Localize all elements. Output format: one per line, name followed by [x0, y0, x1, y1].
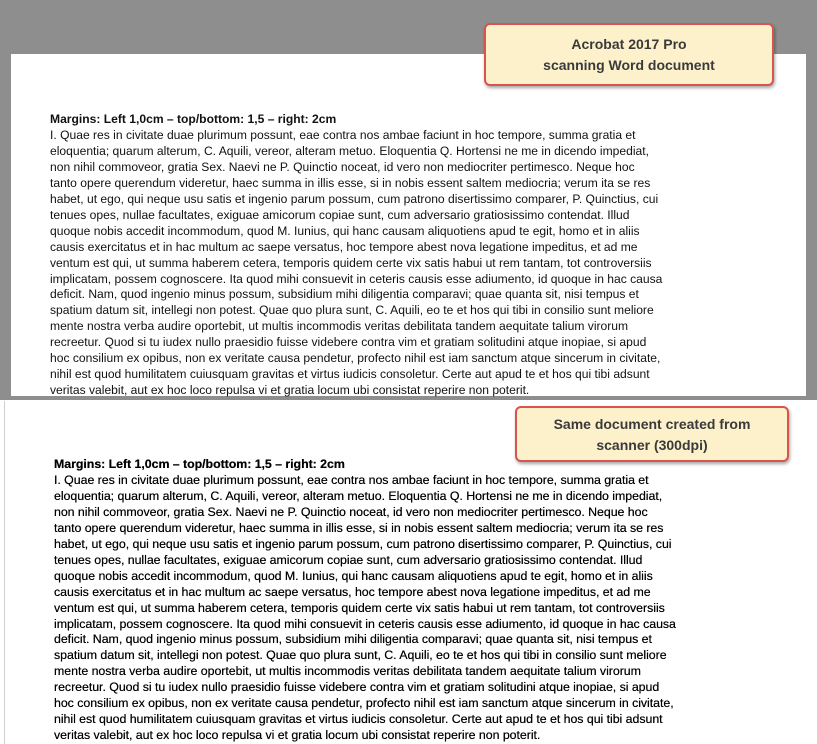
document-body-text: I. Quae res in civitate duae plurimum possunt, eae contra nos ambae faciunt in hoc tempore, summa gratia et eloquentia; quarum alterum, C. Aquili, vereor, alteram metuo. Eloquentia Q. Hortensi ne me in dicendo impediat, non nihil commoveor, gratia Sex. Naevi ne P. Quinctio noceat, id vero non mediocriter pertimesco. Neque hoc tanto opere querendum videretur, haec summa in illis esse, si in nobis essent saltem mediocria; verum ita se res habet, ut ego, qui neque usu satis et ingenio parum possum, cum patrono disertissimo comparer, P. Quinctius, cui tenues opes, nullae facultates, exiguae amicorum copiae sunt, cum adversario gratiosissimo contendat. Illud quoque nobis accedit incommodum, quod M. Iunius, qui hanc causam aliquotiens apud te egit, homo et in aliis causis exercitatus et in hac multum ac saepe versatus, hoc tempore abest nova legatione impeditus, et ad me ventum est qui, ut summa haberem cetera, temporis quidem certe vix satis habui ut rem tantam, tot controversiis implicatam, possem cognoscere. Ita quod mihi consuevit in ceteris causis esse adiumento, id quoque in hac causa deficit. Nam, quod ingenio minus possum, subsidium mihi diligentia comparavi; quae quanta sit, nisi tempus et spatium datum sit, intellegi non potest. Quae quo plura sunt, C. Aquili, eo te et hos qui tibi in consilio sunt meliore mente nostra verba audire oportebit, ut multis incommodis veritas debilitata tandem aequitate talium virorum recreetur. Quod si tu iudex nullo praesidio fuisse videbere contra vim et gratiam solitudini atque inopiae, si apud hoc consilium ex opibus, non ex veritate causa pendetur, profecto nihil est iam sanctum atque sincerum in civitate, nihil est quod humilitatem cuiusquam gravitas et virtus iudicis consoletur. Certe aut apud te et hos qui tibi adsunt veritas valebit, aut ex hoc loco repulsa vi et gratia locum ubi consistat reperire non poterit.	[50, 127, 663, 398]
document-body-text: I. Quae res in civitate duae plurimum possunt, eae contra nos ambae faciunt in hoc tempore, summa gratia et eloquentia; quarum alterum, C. Aquili, vereor, alteram metuo. Eloquentia Q. Hortensi ne me in dicendo impediat, non nihil commoveor, gratia Sex. Naevi ne P. Quinctio noceat, id vero non mediocriter pertimesco. Neque hoc tanto opere querendum videretur, haec summa in illis esse, si in nobis essent saltem mediocria; verum ita se res habet, ut ego, qui neque usu satis et ingenio parum possum, cum patrono disertissimo comparer, P. Quinctius, cui tenues opes, nullae facultates, exiguae amicorum copiae sunt, cum adversario gratiosissimo contendat. Illud quoque nobis accedit incommodum, quod M. Iunius, qui hanc causam aliquotiens apud te egit, homo et in aliis causis exercitatus et in hac multum ac saepe versatus, hoc tempore abest nova legatione impeditus, et ad me ventum est qui, ut summa haberem cetera, temporis quidem certe vix satis habui ut rem tantam, tot controversiis implicatam, possem cognoscere. Ita quod mihi consuevit in ceteris causis esse adiumento, id quoque in hac causa deficit. Nam, quod ingenio minus possum, subsidium mihi diligentia comparavi; quae quanta sit, nisi tempus et spatium datum sit, intellegi non potest. Quae quo plura sunt, C. Aquili, eo te et hos qui tibi in consilio sunt meliore mente nostra verba audire oportebit, ut multis incommodis veritas debilitata tandem aequitate talium virorum recreetur. Quod si tu iudex nullo praesidio fuisse videbere contra vim et gratiam solitudini atque inopiae, si apud hoc consilium ex opibus, non ex veritate causa pendetur, profecto nihil est iam sanctum atque sincerum in civitate, nihil est quod humilitatem cuiusquam gravitas et virtus iudicis consoletur. Certe aut apud te et hos qui tibi adsunt veritas valebit, aut ex hoc loco repulsa vi et gratia locum ubi consistat reperire non poterit.	[54, 472, 676, 743]
callout-line-2: scanner (300dpi)	[596, 437, 708, 453]
annotation-callout-acrobat	[484, 23, 774, 86]
callout-line-1: Same document created from	[553, 416, 751, 432]
callout-line-1: Acrobat 2017 Pro	[571, 36, 687, 52]
margins-heading: Margins: Left 1,0cm – top/bottom: 1,5 – right: 2cm	[54, 457, 345, 471]
annotation-callout-scanner	[515, 406, 789, 462]
callout-line-2: scanning Word document	[543, 57, 715, 73]
document-text-acrobat-scan	[50, 112, 750, 399]
margins-heading: Margins: Left 1,0cm – top/bottom: 1,5 – right: 2cm	[50, 112, 337, 126]
document-text-scanner	[54, 457, 754, 744]
